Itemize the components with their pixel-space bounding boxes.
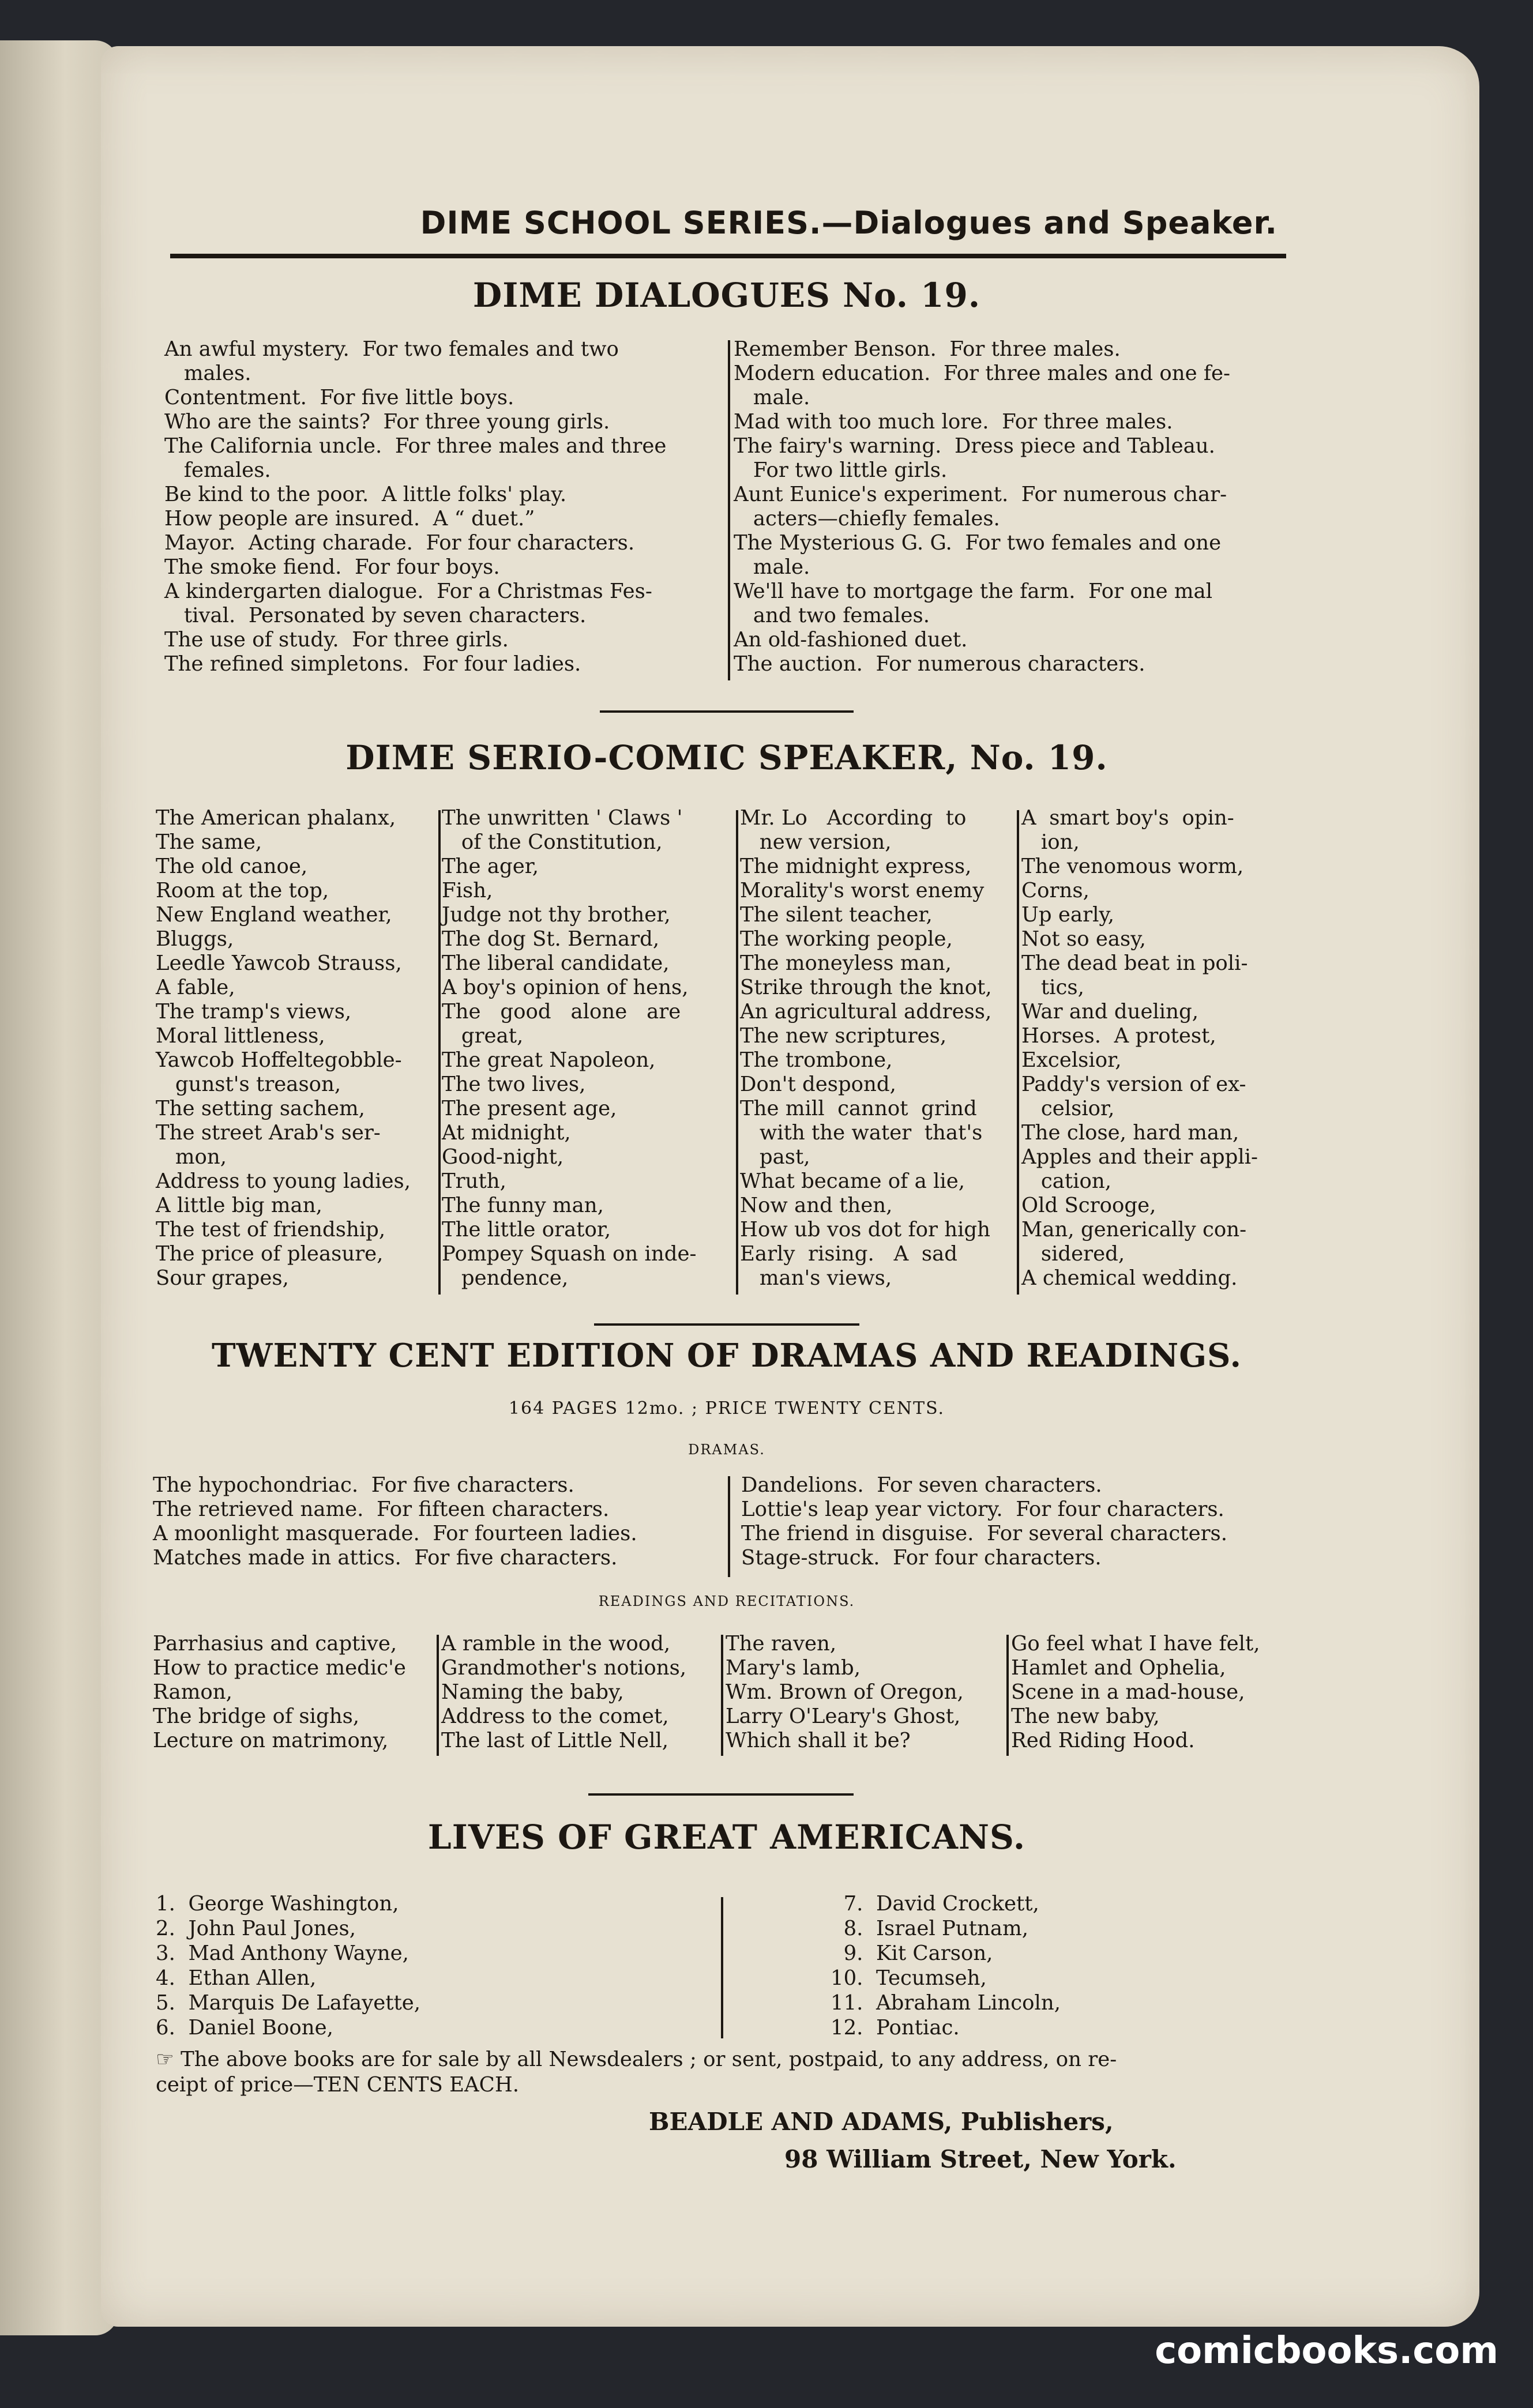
twenty-cent-title: TWENTY CENT EDITION OF DRAMAS AND READINGS.	[212, 1337, 1242, 1375]
list-item: Don't despond,	[740, 1073, 896, 1096]
list-item: male.	[734, 555, 810, 579]
list-item: The present age,	[442, 1097, 617, 1120]
list-item: Mayor. Acting charade. For four characters.	[164, 531, 635, 555]
list-item: The bridge of sighs,	[153, 1705, 360, 1728]
list-item: The tramp's views,	[156, 1000, 352, 1024]
list-item: great,	[442, 1024, 524, 1048]
list-item: Address to young ladies,	[156, 1169, 411, 1193]
list-item: The little orator,	[442, 1218, 611, 1241]
list-item: Be kind to the poor. A little folks' play.	[164, 483, 567, 506]
list-item: females.	[164, 458, 271, 482]
section-rule	[594, 1323, 859, 1326]
list-item: Horses. A protest,	[1021, 1024, 1216, 1048]
speaker-column-3	[740, 806, 992, 1290]
list-item: The setting sachem,	[156, 1097, 365, 1120]
list-item: The good alone are	[442, 1000, 681, 1024]
column-divider	[721, 1635, 723, 1756]
list-item: 12. Pontiac.	[831, 2016, 960, 2040]
list-item: with the water that's	[740, 1121, 983, 1145]
list-item: An awful mystery. For two females and two	[164, 337, 619, 361]
list-item: Scene in a mad-house,	[1011, 1680, 1245, 1704]
list-item: Go feel what I have felt,	[1011, 1632, 1260, 1656]
column-divider	[1006, 1635, 1009, 1756]
list-item: The great Napoleon,	[442, 1048, 656, 1072]
list-item: past,	[740, 1145, 810, 1169]
list-item: Room at the top,	[156, 879, 329, 902]
list-item: Fish,	[442, 879, 493, 902]
list-item: The dog St. Bernard,	[442, 927, 660, 951]
list-item: Modern education. For three males and one fe-	[734, 362, 1231, 385]
list-item: The retrieved name. For fifteen characters.	[153, 1498, 610, 1521]
list-item: A moonlight masquerade. For fourteen ladies.	[153, 1522, 637, 1545]
list-item: tics,	[1021, 976, 1084, 999]
list-item: 11. Abraham Lincoln,	[831, 1991, 1061, 2015]
list-item: Wm. Brown of Oregon,	[726, 1680, 964, 1704]
list-item: ion,	[1021, 830, 1080, 854]
list-item: Apples and their appli-	[1021, 1145, 1258, 1169]
list-item: Sour grapes,	[156, 1266, 289, 1290]
list-item: A boy's opinion of hens,	[442, 976, 689, 999]
list-item: The fairy's warning. Dress piece and Tableau.	[734, 434, 1215, 458]
list-item: Which shall it be?	[726, 1729, 911, 1752]
list-item: How to practice medic'e	[153, 1656, 406, 1680]
sale-note-line-2: ceipt of price—TEN CENTS EACH.	[156, 2073, 520, 2097]
list-item: males.	[164, 362, 251, 385]
watermark: comicbooks.com	[1155, 2330, 1498, 2372]
list-item: 5. Marquis De Lafayette,	[156, 1991, 421, 2015]
list-item: The California uncle. For three males and three	[164, 434, 667, 458]
speaker-title: DIME SERIO-COMIC SPEAKER, No. 19.	[345, 738, 1108, 777]
list-item: Excelsior,	[1021, 1048, 1122, 1072]
dialogues-right-column	[734, 337, 1230, 676]
list-item: The two lives,	[442, 1073, 586, 1096]
list-item: man's views,	[740, 1266, 892, 1290]
column-divider	[437, 1635, 439, 1756]
dramas-right-column	[741, 1473, 1227, 1570]
list-item: The old canoe,	[156, 855, 308, 878]
list-item: Corns,	[1021, 879, 1089, 902]
list-item: Truth,	[442, 1169, 506, 1193]
list-item: Yawcob Hoffeltegobble-	[156, 1048, 402, 1072]
list-item: The new scriptures,	[740, 1024, 947, 1048]
dramas-label: DRAMAS.	[688, 1442, 765, 1458]
list-item: The venomous worm,	[1021, 855, 1244, 878]
list-item: Remember Benson. For three males.	[734, 337, 1121, 361]
list-item: How ub vos dot for high	[740, 1218, 991, 1241]
list-item: The Mysterious G. G. For two females and one	[734, 531, 1222, 555]
list-item: 4. Ethan Allen,	[156, 1966, 317, 1990]
list-item: Matches made in attics. For five characters.	[153, 1546, 618, 1570]
list-item: We'll have to mortgage the farm. For one mal	[734, 580, 1213, 603]
sale-note-line-1: ☞ The above books are for sale by all Newsdealers ; or sent, postpaid, to any address, on re-	[156, 2048, 1117, 2071]
list-item: The test of friendship,	[156, 1218, 386, 1241]
list-item: Grandmother's notions,	[441, 1656, 687, 1680]
list-item: New England weather,	[156, 903, 392, 927]
list-item: The same,	[156, 830, 262, 854]
list-item: A kindergarten dialogue. For a Christmas Fes-	[164, 580, 652, 603]
list-item: Up early,	[1021, 903, 1115, 927]
list-item: Who are the saints? For three young girls.	[164, 410, 610, 434]
list-item: War and dueling,	[1021, 1000, 1199, 1024]
list-item: The friend in disguise. For several characters.	[741, 1522, 1228, 1545]
list-item: 3. Mad Anthony Wayne,	[156, 1942, 409, 1965]
list-item: Aunt Eunice's experiment. For numerous char-	[734, 483, 1227, 506]
list-item: A chemical wedding.	[1021, 1266, 1238, 1290]
list-item: Moral littleness,	[156, 1024, 325, 1048]
list-item: A fable,	[156, 976, 235, 999]
readings-column-2	[441, 1632, 686, 1753]
lives-left-column	[156, 1891, 420, 2040]
list-item: 7. David Crockett,	[831, 1892, 1039, 1916]
column-divider	[721, 1897, 723, 2038]
series-header: DIME SCHOOL SERIES.—Dialogues and Speaker.	[420, 205, 1278, 241]
column-divider	[438, 810, 441, 1295]
dramas-left-column	[153, 1473, 637, 1570]
readings-column-1	[153, 1632, 406, 1753]
list-item: The ager,	[442, 855, 539, 878]
list-item: An old-fashioned duet.	[734, 628, 968, 652]
list-item: The funny man,	[442, 1194, 604, 1217]
list-item: acters—chiefly females.	[734, 507, 1000, 530]
list-item: cation,	[1021, 1169, 1112, 1193]
list-item: How people are insured. A “ duet.”	[164, 507, 535, 530]
list-item: The American phalanx,	[156, 806, 396, 830]
list-item: What became of a lie,	[740, 1169, 965, 1193]
section-rule	[600, 710, 854, 713]
list-item: male.	[734, 386, 810, 409]
list-item: The liberal candidate,	[442, 951, 670, 975]
list-item: At midnight,	[442, 1121, 571, 1145]
list-item: Address to the comet,	[441, 1705, 669, 1728]
list-item: A ramble in the wood,	[441, 1632, 671, 1656]
list-item: 2. John Paul Jones,	[156, 1917, 356, 1940]
list-item: pendence,	[442, 1266, 569, 1290]
list-item: The hypochondriac. For five characters.	[153, 1473, 574, 1497]
list-item: Morality's worst enemy	[740, 879, 985, 902]
list-item: celsior,	[1021, 1097, 1115, 1120]
list-item: Judge not thy brother,	[442, 903, 671, 927]
list-item: 8. Israel Putnam,	[831, 1917, 1029, 1940]
list-item: 1. George Washington,	[156, 1892, 399, 1916]
readings-column-3	[726, 1632, 964, 1753]
list-item: A little big man,	[156, 1194, 322, 1217]
list-item: new version,	[740, 830, 892, 854]
readings-label: READINGS AND RECITATIONS.	[598, 1593, 855, 1609]
list-item: Lecture on matrimony,	[153, 1729, 389, 1752]
list-item: The raven,	[726, 1632, 837, 1656]
readings-column-4	[1011, 1632, 1260, 1753]
list-item: 6. Daniel Boone,	[156, 2016, 333, 2040]
list-item: Contentment. For five little boys.	[164, 386, 514, 409]
list-item: of the Constitution,	[442, 830, 663, 854]
list-item: The auction. For numerous characters.	[734, 652, 1145, 676]
list-item: The close, hard man,	[1021, 1121, 1239, 1145]
list-item: Not so easy,	[1021, 927, 1146, 951]
list-item: Mary's lamb,	[726, 1656, 861, 1680]
column-divider	[736, 810, 738, 1295]
list-item: The mill cannot grind	[740, 1097, 977, 1120]
list-item: Stage-struck. For four characters.	[741, 1546, 1102, 1570]
list-item: gunst's treason,	[156, 1073, 341, 1096]
list-item: The use of study. For three girls.	[164, 628, 509, 652]
list-item: The refined simpletons. For four ladies.	[164, 652, 581, 676]
sale-note	[156, 2047, 1298, 2098]
list-item: Larry O'Leary's Ghost,	[726, 1705, 961, 1728]
twenty-cent-subtitle: 164 PAGES 12mo. ; PRICE TWENTY CENTS.	[508, 1398, 945, 1419]
list-item: A smart boy's opin-	[1021, 806, 1234, 830]
list-item: The street Arab's ser-	[156, 1121, 381, 1145]
column-divider	[728, 1476, 730, 1577]
list-item: Naming the baby,	[441, 1680, 624, 1704]
list-item: Pompey Squash on inde-	[442, 1242, 697, 1266]
list-item: An agricultural address,	[740, 1000, 992, 1024]
list-item: Red Riding Hood.	[1011, 1729, 1195, 1752]
list-item: Mad with too much lore. For three males.	[734, 410, 1173, 434]
list-item: The silent teacher,	[740, 903, 933, 927]
list-item: The moneyless man,	[740, 951, 952, 975]
list-item: For two little girls.	[734, 458, 948, 482]
list-item: The smoke fiend. For four boys.	[164, 555, 500, 579]
list-item: tival. Personated by seven characters.	[164, 604, 587, 627]
lives-right-column	[831, 1891, 1061, 2040]
list-item: Dandelions. For seven characters.	[741, 1473, 1102, 1497]
speaker-column-4	[1021, 806, 1258, 1290]
list-item: Parrhasius and captive,	[153, 1632, 397, 1656]
list-item: The midnight express,	[740, 855, 972, 878]
list-item: Hamlet and Ophelia,	[1011, 1656, 1226, 1680]
column-divider	[1017, 810, 1019, 1295]
list-item: The unwritten ' Claws '	[442, 806, 683, 830]
list-item: The price of pleasure,	[156, 1242, 384, 1266]
list-item: and two females.	[734, 604, 930, 627]
speaker-column-2	[442, 806, 696, 1290]
list-item: Bluggs,	[156, 927, 234, 951]
list-item: The trombone,	[740, 1048, 893, 1072]
list-item: Early rising. A sad	[740, 1242, 957, 1266]
list-item: Lottie's leap year victory. For four characters.	[741, 1498, 1224, 1521]
publisher-name: BEADLE AND ADAMS, Publishers,	[649, 2108, 1114, 2136]
publisher-address: 98 William Street, New York.	[784, 2145, 1177, 2173]
header-rule	[170, 254, 1286, 258]
list-item: The dead beat in poli-	[1021, 951, 1248, 975]
column-divider	[728, 340, 730, 680]
lives-title: LIVES OF GREAT AMERICANS.	[427, 1818, 1026, 1857]
list-item: Leedle Yawcob Strauss,	[156, 951, 402, 975]
list-item: Ramon,	[153, 1680, 232, 1704]
list-item: Mr. Lo According to	[740, 806, 967, 830]
list-item: mon,	[156, 1145, 227, 1169]
list-item: Good-night,	[442, 1145, 564, 1169]
list-item: Paddy's version of ex-	[1021, 1073, 1246, 1096]
dialogues-title: DIME DIALOGUES No. 19.	[472, 276, 981, 315]
list-item: Now and then,	[740, 1194, 893, 1217]
list-item: Man, generically con-	[1021, 1218, 1247, 1241]
list-item: The last of Little Nell,	[441, 1729, 669, 1752]
speaker-column-1	[156, 806, 411, 1290]
list-item: The new baby,	[1011, 1705, 1160, 1728]
list-item: Strike through the knot,	[740, 976, 992, 999]
list-item: 10. Tecumseh,	[831, 1966, 987, 1990]
dialogues-left-column	[164, 337, 666, 676]
list-item: sidered,	[1021, 1242, 1125, 1266]
list-item: The working people,	[740, 927, 953, 951]
section-rule	[588, 1793, 854, 1796]
list-item: Old Scrooge,	[1021, 1194, 1156, 1217]
list-item: 9. Kit Carson,	[831, 1942, 993, 1965]
